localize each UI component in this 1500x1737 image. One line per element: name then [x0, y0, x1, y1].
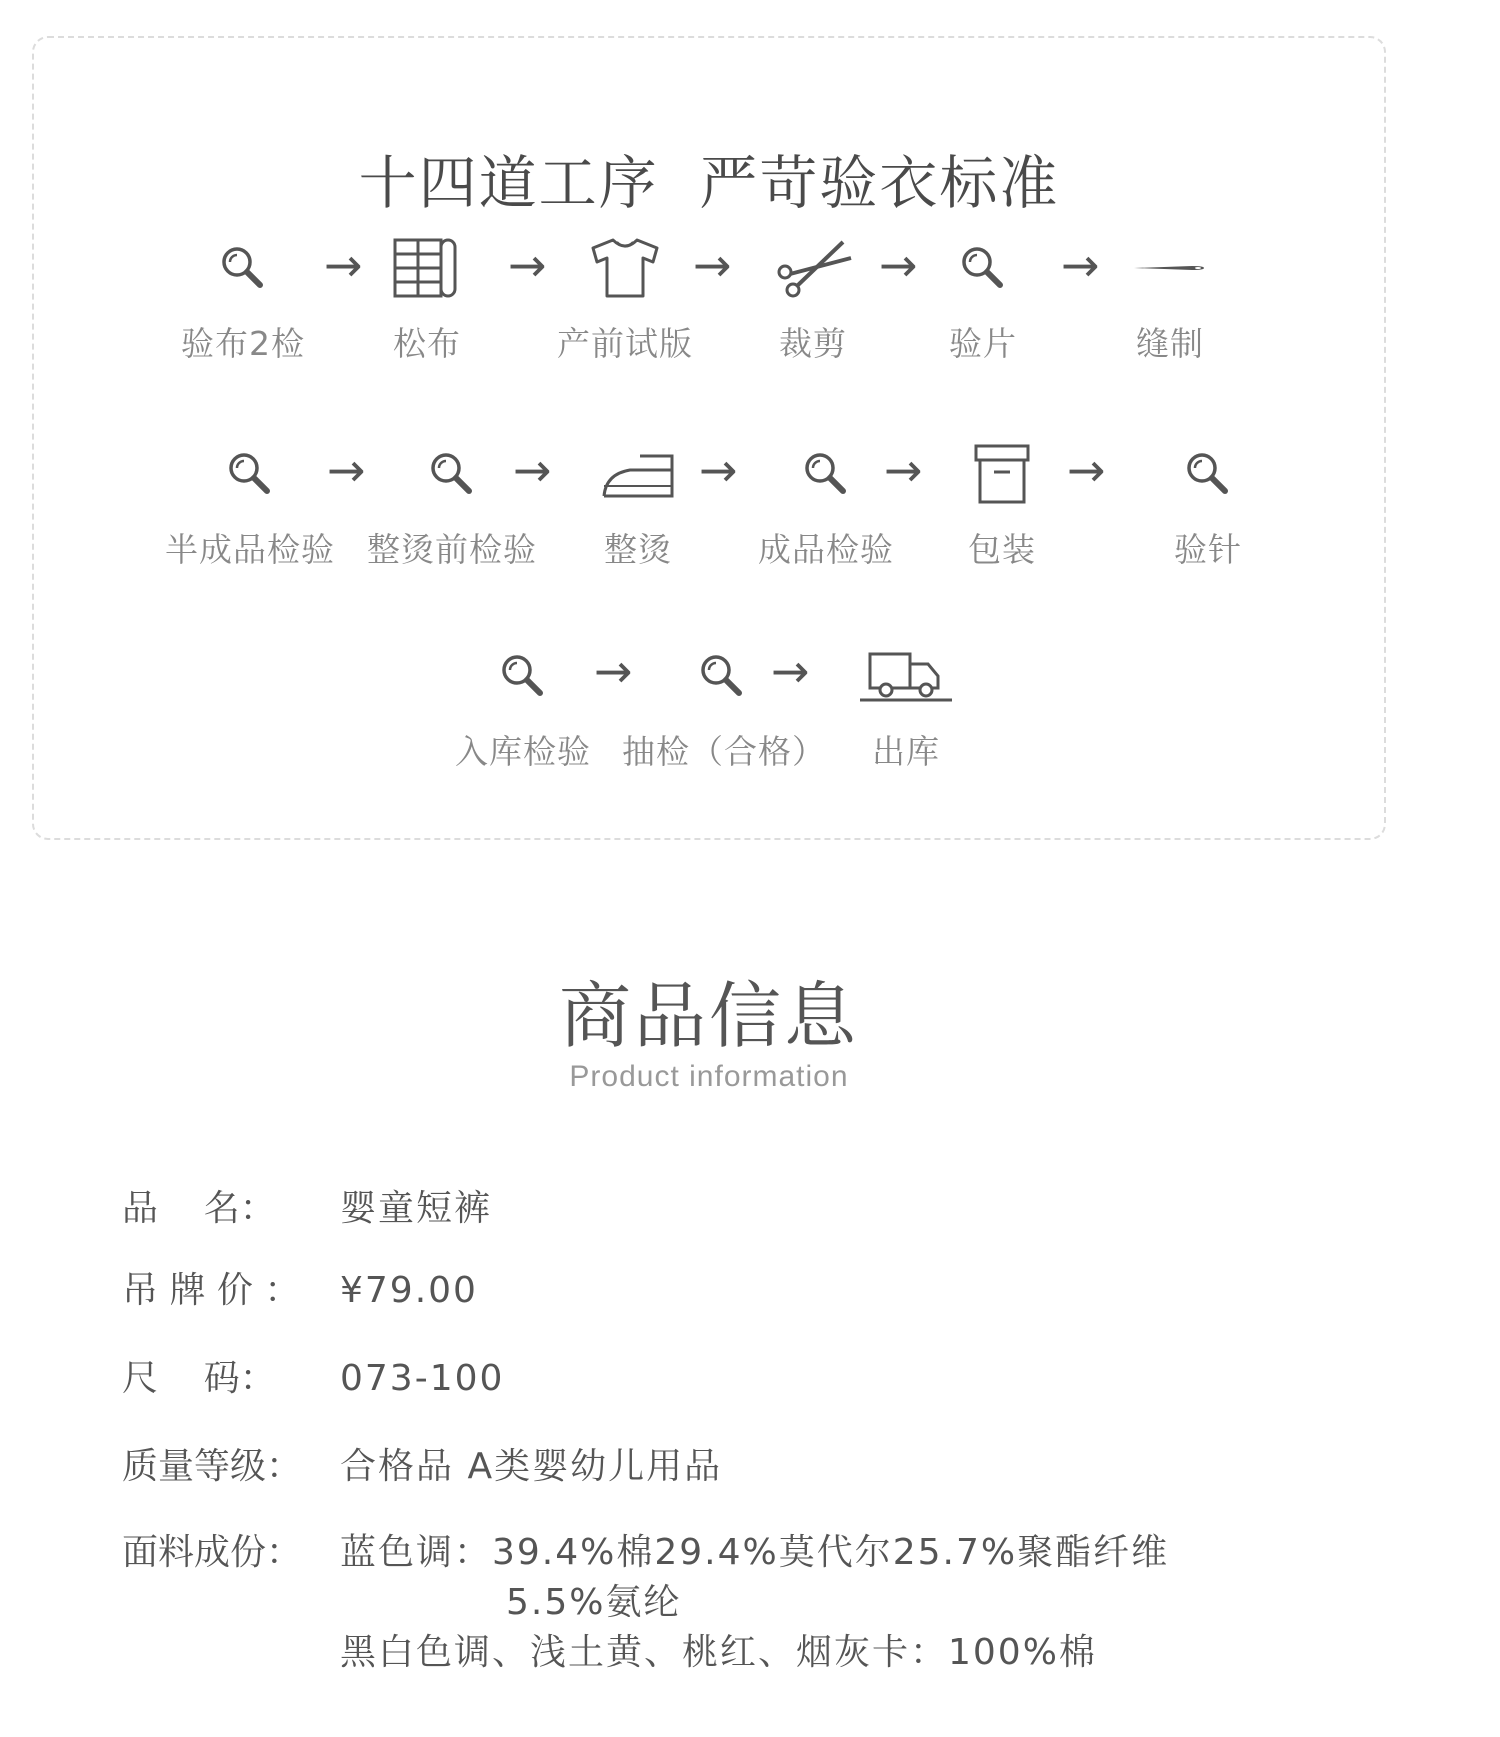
info-row-size — [122, 1350, 504, 1401]
flow-arrow: → — [513, 443, 552, 497]
magnifier-icon — [424, 446, 480, 502]
info-key: 吊 牌 价 ： — [122, 1270, 301, 1311]
truck-icon — [858, 648, 954, 704]
step-semi-inspection — [150, 438, 350, 571]
step-label: 缝制 — [1136, 324, 1204, 363]
step-label: 入库检验 — [455, 732, 591, 771]
step-warehouse-inspection — [423, 640, 623, 773]
magnifier-icon — [1180, 446, 1236, 502]
step-label: 整烫 — [604, 530, 672, 569]
flow-arrow: → — [1067, 443, 1106, 497]
tshirt-icon — [587, 236, 663, 300]
magnifier-icon — [694, 648, 750, 704]
box-icon — [972, 442, 1032, 506]
step-label: 半成品检验 — [165, 530, 335, 569]
process-title: 十四道工序 严苛验衣标准 — [358, 149, 1060, 217]
flow-arrow: → — [1061, 238, 1100, 292]
info-value: 蓝色调：39.4%棉29.4%莫代尔25.7%聚酯纤维 — [340, 1532, 1170, 1573]
info-heading: 商品信息 — [558, 974, 859, 1058]
magnifier-icon — [955, 240, 1011, 296]
flow-arrow: → — [327, 443, 366, 497]
info-value: 合格品 A类婴幼儿用品 — [340, 1446, 723, 1487]
fabric-roll-icon — [391, 236, 463, 300]
flow-arrow: → — [884, 443, 923, 497]
info-key: 品 名： — [122, 1188, 276, 1229]
needle-icon — [1132, 258, 1208, 278]
flow-arrow: → — [699, 443, 738, 497]
flow-arrow: → — [594, 644, 633, 698]
info-row-product-name — [122, 1180, 492, 1231]
fabric-line-2: 5.5%氨纶 — [506, 1582, 682, 1623]
info-value: ¥79.00 — [340, 1270, 478, 1311]
step-shipping — [806, 640, 1006, 773]
info-row-quality — [122, 1438, 722, 1489]
info-value: 073-100 — [340, 1358, 505, 1399]
flow-arrow: → — [508, 238, 547, 292]
step-fabric-inspection — [143, 232, 343, 365]
info-value: 婴童短裤 — [340, 1188, 493, 1229]
scissors-icon — [773, 236, 853, 300]
magnifier-icon — [222, 446, 278, 502]
info-key: 尺 码： — [122, 1358, 276, 1399]
step-label: 裁剪 — [779, 324, 847, 363]
flow-arrow: → — [693, 238, 732, 292]
fabric-line-3: 黑白色调、浅土黄、桃红、烟灰卡：100%棉 — [340, 1632, 1097, 1673]
step-label: 整烫前检验 — [367, 530, 537, 569]
flow-arrow: → — [771, 644, 810, 698]
step-needle-inspection — [1108, 438, 1308, 571]
step-label: 验针 — [1174, 530, 1242, 569]
info-key: 质量等级： — [122, 1446, 303, 1487]
step-label: 产前试版 — [557, 324, 693, 363]
flow-arrow: → — [324, 238, 363, 292]
flow-arrow: → — [879, 238, 918, 292]
step-label: 验布2检 — [181, 324, 305, 363]
step-cut-inspection — [883, 232, 1083, 365]
info-row-price — [122, 1262, 478, 1313]
step-label: 抽检（合格） — [622, 732, 826, 771]
magnifier-icon — [495, 648, 551, 704]
info-subheading: Product information — [569, 1060, 849, 1093]
step-label: 出库 — [872, 732, 940, 771]
info-row-fabric — [122, 1524, 1169, 1575]
step-sewing — [1070, 232, 1270, 365]
info-key: 面料成份： — [122, 1532, 303, 1573]
magnifier-icon — [798, 446, 854, 502]
iron-icon — [600, 446, 676, 502]
step-fabric-relax — [327, 232, 527, 365]
magnifier-icon — [215, 240, 271, 296]
step-label: 松布 — [393, 324, 461, 363]
step-label: 验片 — [949, 324, 1017, 363]
step-label: 包装 — [968, 530, 1036, 569]
step-label: 成品检验 — [758, 530, 894, 569]
